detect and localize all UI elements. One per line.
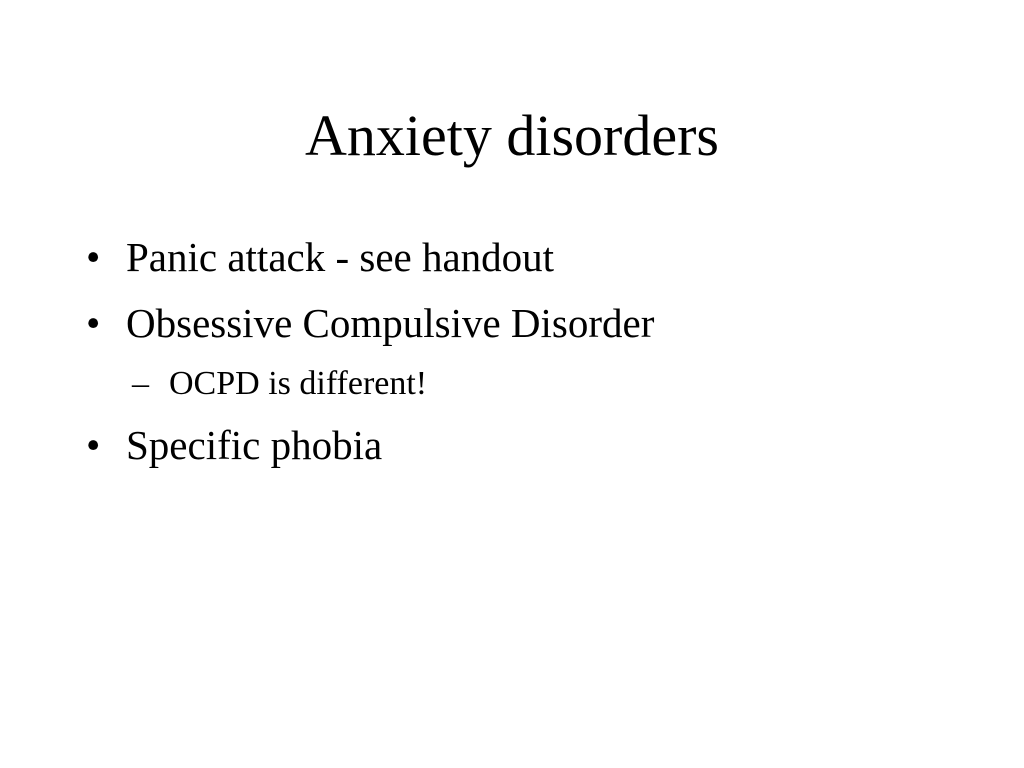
bullet-marker: • xyxy=(86,300,101,346)
bullet-text: Panic attack - see handout xyxy=(126,234,555,280)
bullet-text: Obsessive Compulsive Disorder xyxy=(126,300,655,346)
sub-bullet-text: OCPD is different! xyxy=(169,365,428,402)
bullet-marker: • xyxy=(86,234,101,280)
slide-title: Anxiety disorders xyxy=(305,103,719,168)
sub-bullet-item-ocpd xyxy=(132,363,427,405)
bullet-item-panic-attack xyxy=(86,232,554,282)
bullet-text: Specific phobia xyxy=(126,422,383,468)
bullet-item-specific-phobia xyxy=(86,420,382,470)
sub-bullet-marker: – xyxy=(132,365,149,402)
bullet-item-ocd xyxy=(86,298,654,348)
bullet-marker: • xyxy=(86,422,101,468)
